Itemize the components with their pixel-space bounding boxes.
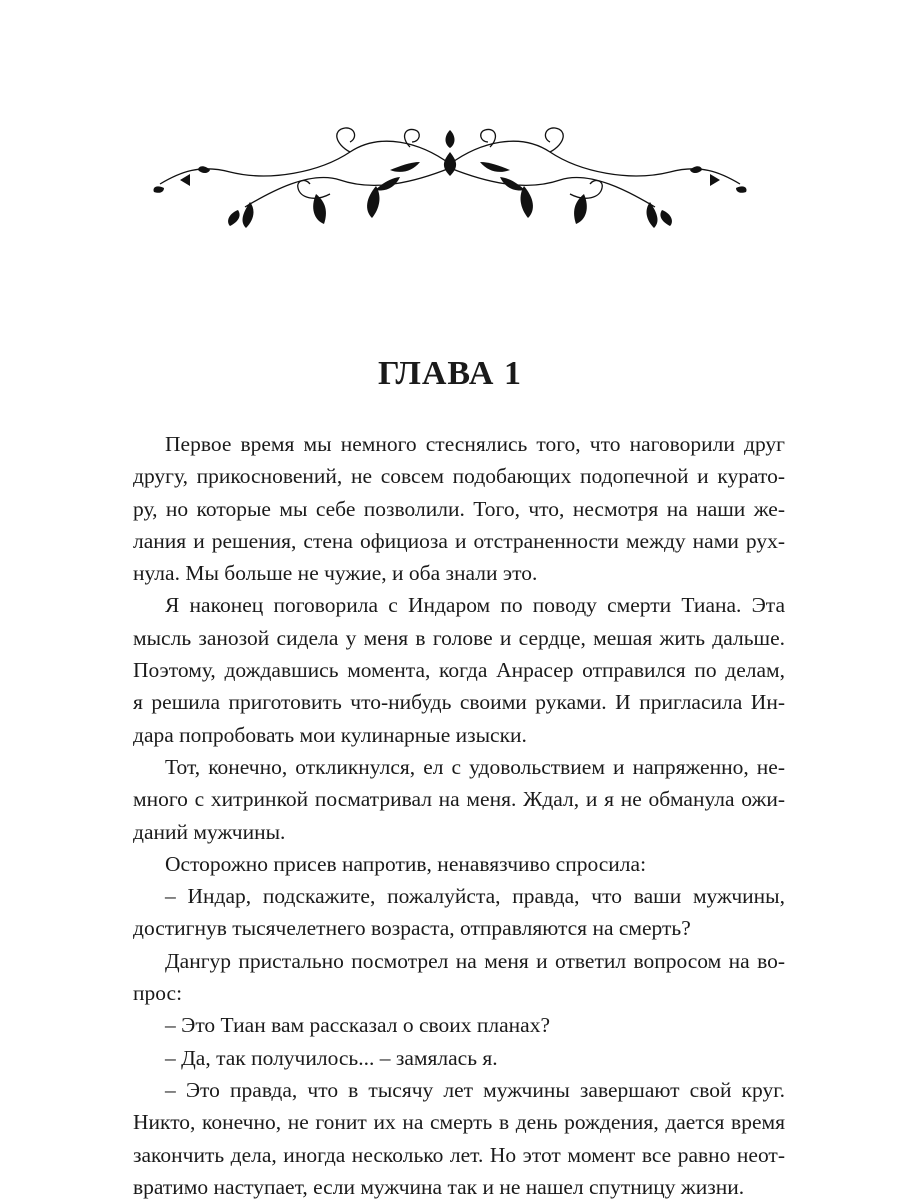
text-line: Осторожно присев напротив, ненавязчиво спросила:	[165, 851, 647, 876]
text-line: мысль занозой сидела у меня в голове и сердце, мешая жить дальше.	[133, 625, 785, 650]
text-line: дара попробовать мои кулинарные изыски.	[133, 722, 527, 747]
text-line: Тот, конечно, откликнулся, ел с удовольствием и напряженно, не-	[165, 754, 785, 779]
text-line: прос:	[133, 981, 183, 1006]
text-line: я решила приготовить что-нибудь своими руками. И пригласила Ин-	[133, 690, 785, 715]
text-line: вратимо наступает, если мужчина так и не нашел спутницу жизни.	[133, 1174, 745, 1199]
text-line: закончить дела, иногда несколько лет. Но этот момент все равно неот-	[133, 1142, 785, 1167]
text-line: даний мужчины.	[133, 819, 286, 844]
chapter-text	[133, 428, 785, 1203]
chapter-title: ГЛАВА 1	[378, 355, 522, 392]
text-line: нула. Мы больше не чужие, и оба знали это.	[133, 561, 538, 586]
text-line: Никто, конечно, не гонит их на смерть в день рождения, дается время	[133, 1110, 785, 1135]
text-line: – Это Тиан вам рассказал о своих планах?	[165, 1013, 551, 1038]
text-line: достигнув тысячелетнего возраста, отправляются на смерть?	[133, 916, 691, 941]
text-line: лания и решения, стена официоза и отстраненности между нами рух-	[133, 528, 785, 553]
text-line: много с хитринкой посматривал на меня. Ждал, и я не обманула ожи-	[133, 787, 785, 812]
text-line: – Да, так получилось... – замялась я.	[165, 1045, 498, 1070]
text-line: Я наконец поговорила с Индаром по поводу смерти Тиана. Эта	[165, 593, 785, 618]
text-line: Первое время мы немного стеснялись того, что наговорили друг	[165, 432, 785, 456]
text-line: Дангур пристально посмотрел на меня и ответил вопросом на во-	[165, 948, 785, 973]
text-line: другу, прикосновений, не совсем подобающих подопечной и курато-	[133, 464, 785, 489]
text-line: – Индар, подскажите, пожалуйста, правда, что ваши мужчины,	[165, 884, 785, 909]
floral-ornament	[150, 122, 750, 240]
text-line: – Это правда, что в тысячу лет мужчины завершают свой круг.	[165, 1077, 785, 1102]
text-line: Поэтому, дождавшись момента, когда Анрасер отправился по делам,	[133, 658, 785, 683]
text-line: ру, но которые мы себе позволили. Того, что, несмотря на наши же-	[133, 496, 785, 521]
